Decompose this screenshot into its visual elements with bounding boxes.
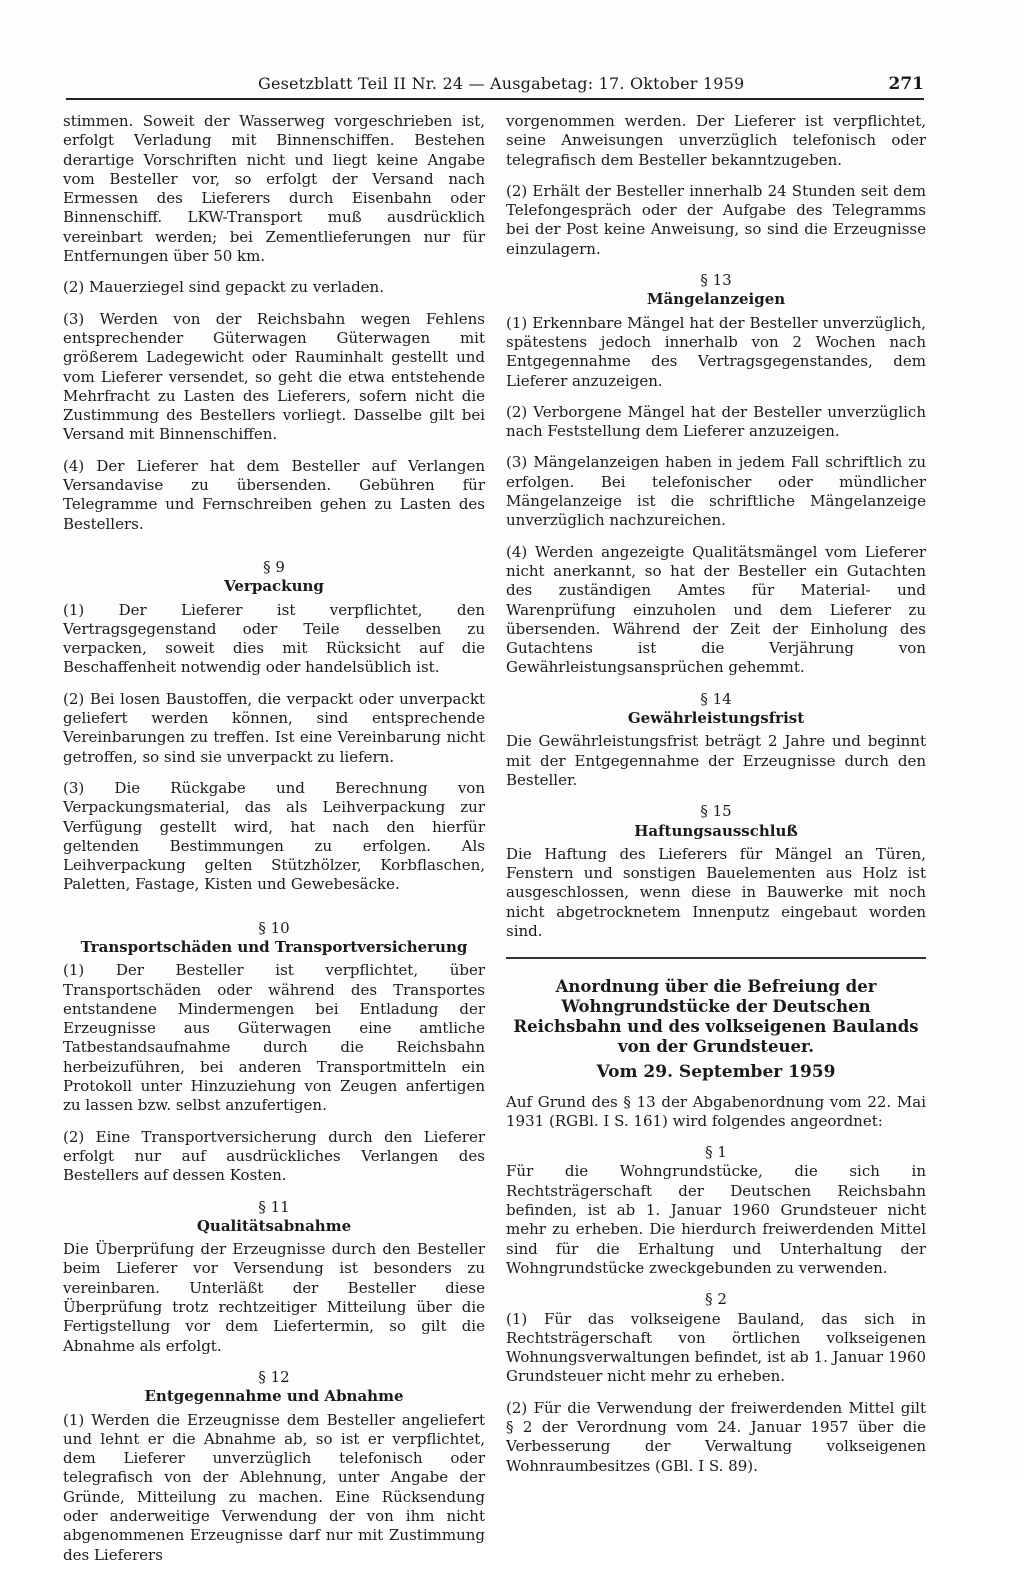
paragraph: (1) Für das volkseigene Bauland, das sich in Rechtsträgerschaft von örtlichen volkseigenen Wohnungsverwaltungen befindet, ist ab 1. Januar 1960 Grundsteuer nicht mehr zu erheben. <box>506 1309 926 1386</box>
section-title: Haftungsausschluß <box>634 821 798 840</box>
section-title: Qualitätsabnahme <box>196 1216 352 1235</box>
paragraph: (3) Werden von der Reichsbahn wegen Fehlens entsprechender Güterwagen Güterwagen mit größerem Ladegewicht oder Rauminhalt gestellt und vom Lieferer versendet, so geht die etwa entstehende Mehrfracht zu Lasten des Lieferers, sofern nicht die Zustimmung des Bestellers vorliegt. Dasselbe gilt bei Versand mit Binnenschiffen. <box>63 309 485 444</box>
section-title: Mängelanzeigen <box>646 290 786 309</box>
section-title: Entgegennahme und Abnahme <box>144 1387 404 1406</box>
section-number: § 14 <box>700 689 732 708</box>
right-column <box>506 112 926 1488</box>
paragraph: (2) Verborgene Mängel hat der Besteller unverzüglich nach Feststellung dem Lieferer anzuzeigen. <box>506 402 926 441</box>
section-number: § 11 <box>258 1197 290 1216</box>
paragraph: (2) Mauerziegel sind gepackt zu verladen. <box>63 278 384 297</box>
paragraph: Die Haftung des Lieferers für Mängel an Türen, Fenstern und sonstigen Bauelementen aus Holz ist ausgeschlossen, wenn diese in Bauwerke mit noch nicht abgetrocknetem Innenputz eingebaut worden sind. <box>506 844 926 940</box>
header-title: Gesetzblatt Teil II Nr. 24 — Ausgabetag: 17. Oktober 1959 <box>258 74 745 93</box>
section-title: Transportschäden und Transportversicherung <box>80 937 468 956</box>
paragraph: (1) Werden die Erzeugnisse dem Besteller angeliefert und lehnt er die Abnahme ab, so ist er verpflichtet, dem Lieferer unverzüglich telefonisch oder telegrafisch von der Ablehnung, unter Angabe der Gründe, Mitteilung zu machen. Eine Rücksendung oder anderweitige Verwendung der von ihm nicht abgenommenen Erzeugnisse darf nur mit Zustimmung des Lieferers <box>63 1410 485 1564</box>
paragraph: Für die Wohngrundstücke, die sich in Rechtsträgerschaft der Deutschen Reichsbahn befinden, ist ab 1. Januar 1960 Grundsteuer nicht mehr zu erheben. Die hierdurch freiwerdenden Mittel sind für die Erhaltung und Unterhaltung der Wohngrundstücke zweckgebunden zu verwenden. <box>506 1162 926 1277</box>
section-number: § 1 <box>705 1143 727 1162</box>
page-number: 271 <box>888 74 924 94</box>
section-title: Gewährleistungsfrist <box>627 709 805 728</box>
paragraph: (2) Für die Verwendung der freiwerdenden Mittel gilt § 2 der Verordnung vom 24. Januar 1957 über die Verbesserung der Verwaltung volkseigenen Wohnraumbesitzes (GBl. I S. 89). <box>506 1398 926 1475</box>
section-divider <box>506 957 926 959</box>
paragraph: vorgenommen werden. Der Lieferer ist verpflichtet, seine Anweisungen unverzüglich telefonisch oder telegrafisch dem Besteller bekanntzugeben. <box>506 112 926 169</box>
paragraph: (3) Die Rückgabe und Berechnung von Verpackungsmaterial, das als Leihverpackung zur Verfügung gestellt wird, hat nach den hierfür geltenden Bestimmungen zu erfolgen. Als Leihverpackung gelten Stützhölzer, Korbflaschen, Paletten, Fastage, Kisten und Gewebesäcke. <box>63 778 485 894</box>
section-number: § 12 <box>258 1367 290 1386</box>
paragraph: (1) Erkennbare Mängel hat der Besteller unverzüglich, spätestens jedoch innerhalb von 2 Wochen nach Entgegennahme des Vertragsgegenstandes, dem Lieferer anzuzeigen. <box>506 313 926 390</box>
paragraph: Auf Grund des § 13 der Abgabenordnung vom 22. Mai 1931 (RGBl. I S. 161) wird folgendes angeordnet: <box>506 1092 926 1130</box>
left-column <box>63 112 485 1577</box>
paragraph: (4) Der Lieferer hat dem Besteller auf Verlangen Versandavise zu übersenden. Gebühren für Telegramme und Fernschreiben gehen zu Lasten des Bestellers. <box>63 456 485 533</box>
section-number: § 15 <box>700 802 732 821</box>
ordinance-title: Anordnung über die Befreiung der Wohngrundstücke der Deutschen Reichsbahn und des volkseigenen Baulands von der Grundsteuer. <box>513 977 919 1057</box>
paragraph: (3) Mängelanzeigen haben in jedem Fall schriftlich zu erfolgen. Bei telefonischer oder mündlicher Mängelanzeige ist die schriftliche Mängelanzeige unverzüglich nachzureichen. <box>506 453 926 530</box>
paragraph: (2) Erhält der Besteller innerhalb 24 Stunden seit dem Telefongespräch oder der Aufgabe des Telegramms bei der Post keine Anweisung, so sind die Erzeugnisse einzulagern. <box>506 181 926 258</box>
paragraph: (2) Bei losen Baustoffen, die verpackt oder unverpackt geliefert werden können, sind entsprechende Vereinbarungen zu treffen. Ist eine Vereinbarung nicht getroffen, so sind sie unverpackt zu liefern. <box>63 689 485 766</box>
section-number: § 13 <box>700 271 732 290</box>
paragraph: Die Überprüfung der Erzeugnisse durch den Besteller beim Lieferer vor Versendung ist besonders zu vereinbaren. Unterläßt der Besteller diese Überprüfung trotz rechtzeitiger Mitteilung über die Fertigstellung vor dem Liefertermin, so gilt die Abnahme als erfolgt. <box>63 1240 485 1355</box>
section-number: § 10 <box>258 918 290 937</box>
paragraph: (1) Der Lieferer ist verpflichtet, den Vertragsgegenstand oder Teile desselben zu verpacken, soweit dies mit Rücksicht auf die Beschaffenheit notwendig oder handelsüblich ist. <box>63 600 485 677</box>
ordinance-date: Vom 29. September 1959 <box>596 1062 836 1083</box>
section-number: § 2 <box>705 1290 727 1309</box>
page-header <box>66 74 924 98</box>
section-number: § 9 <box>263 557 285 576</box>
section-title: Verpackung <box>224 577 324 596</box>
paragraph: stimmen. Soweit der Wasserweg vorgeschrieben ist, erfolgt Verladung mit Binnenschiffen. Bestehen derartige Vorschriften nicht und liegt keine Angabe vom Besteller vor, so erfolgt der Versand nach Ermessen des Lieferers durch Eisenbahn oder Binnenschiff. LKW-Transport muß ausdrücklich vereinbart werden; bei Zementlieferungen nur für Entfernungen über 50 km. <box>63 112 485 266</box>
paragraph: (1) Der Besteller ist verpflichtet, über Transportschäden oder während des Transportes entstandene Mindermengen bei Entladung der Erzeugnisse aus Güterwagen eine amtliche Tatbestandsaufnahme durch die Reichsbahn herbeizuführen, bei anderen Transportmitteln ein Protokoll unter Hinzuziehung von Zeugen anfertigen zu lassen bzw. selbst anzufertigen. <box>63 961 485 1115</box>
paragraph: (2) Eine Transportversicherung durch den Lieferer erfolgt nur auf ausdrückliches Verlangen des Bestellers auf dessen Kosten. <box>63 1127 485 1185</box>
header-rule <box>66 98 924 100</box>
paragraph: Die Gewährleistungsfrist beträgt 2 Jahre und beginnt mit der Entgegennahme der Erzeugnisse durch den Besteller. <box>506 732 926 789</box>
paragraph: (4) Werden angezeigte Qualitätsmängel vom Lieferer nicht anerkannt, so hat der Besteller ein Gutachten des zuständigen Amtes für Material- und Warenprüfung einzuholen und dem Lieferer zu übersenden. Während der Zeit der Einholung des Gutachtens ist die Verjährung von Gewährleistungsansprüchen gehemmt. <box>506 542 926 677</box>
